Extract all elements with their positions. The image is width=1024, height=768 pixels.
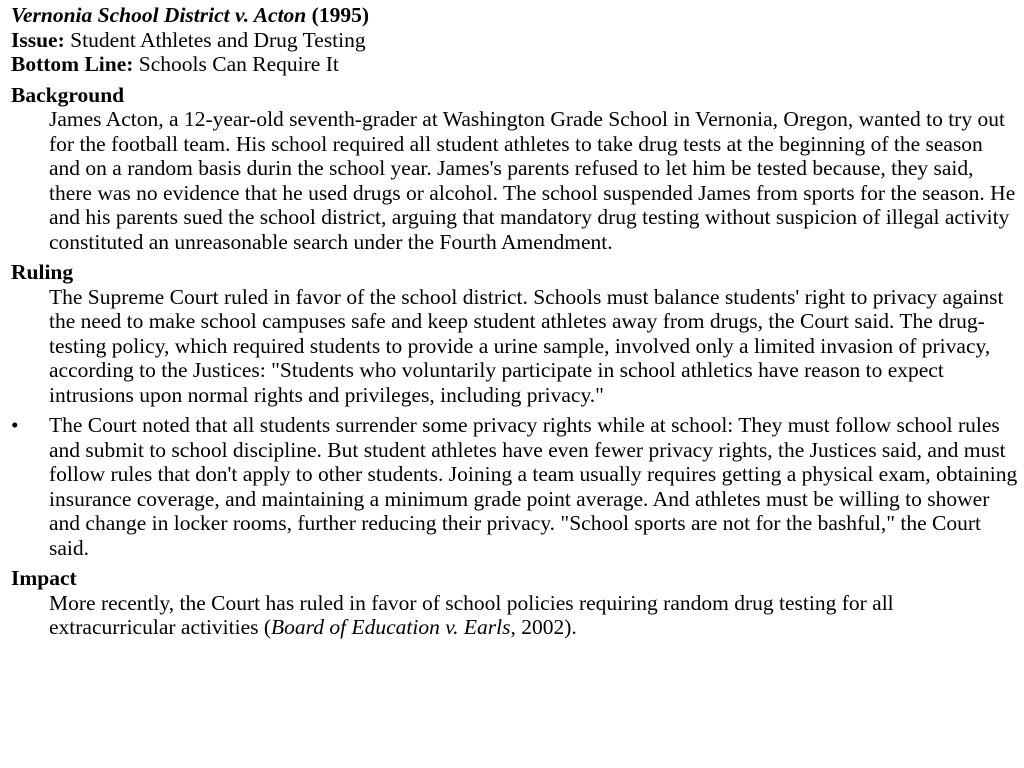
background-text: James Acton, a 12-year-old seventh-grader at Washington Grade School in Vernonia, Oregon, wanted to try out for the football team. His school required all student athletes to take drug tests at the beginning of the season and on a random basis durin the school year. James's parents refused to let him be tested because, they said, there was no evidence that he used drugs or alcohol. The school suspended James from sports for the season. He and his parents sued the school district, arguing that mandatory drug testing without suspicion of illegal activity constituted an unreasonable search under the Fourth Amendment. [49, 107, 1016, 254]
ruling-heading: Ruling [11, 260, 74, 284]
impact-section [11, 566, 1018, 640]
case-title [11, 3, 1018, 28]
bottom-line-value: Schools Can Require It [138, 52, 339, 76]
impact-text-before: More recently, the Court has ruled in favor of school policies requiring random drug testing for all extracurricular activities ( [49, 590, 894, 639]
issue-label: Issue: [11, 27, 65, 52]
case-header [11, 3, 1018, 77]
case-year: (1995) [311, 3, 369, 27]
ruling-section [11, 260, 1018, 560]
issue-line [11, 28, 1018, 53]
impact-text [49, 591, 1018, 640]
bottom-line-label: Bottom Line: [11, 52, 134, 76]
impact-text-after: , 2002). [510, 615, 577, 639]
ruling-bullet-text: The Court noted that all students surrender some privacy rights while at school: They must follow school rules and submit to school discipline. But student athletes have even fewer privacy rights, the Justices said, and must follow rules that don't apply to other students. Joining a team usually requires getting a physical exam, obtaining insurance coverage, and maintaining a minimum grade point average. And athletes must be willing to shower and change in locker rooms, further reducing their privacy. "School sports are not for the bashful," the Court said. [49, 413, 1018, 560]
case-name: Vernonia School District v. Acton [11, 3, 307, 27]
impact-case-cite: Board of Education v. Earls [271, 615, 511, 639]
bullet-icon: • [11, 413, 19, 437]
ruling-text: The Supreme Court ruled in favor of the school district. Schools must balance students' right to privacy against the need to make school campuses safe and keep student athletes away from drugs, the Court said. The drug-testing policy, which required students to provide a urine sample, involved only a limited invasion of privacy, according to the Justices: "Students who voluntarily participate in school athletics have reason to expect intrusions upon normal rights and privileges, including privacy." [49, 284, 1004, 407]
background-section [11, 83, 1018, 255]
impact-heading: Impact [11, 566, 77, 590]
ruling-bullet-item [11, 413, 1018, 560]
issue-value: Student Athletes and Drug Testing [70, 27, 366, 52]
background-heading: Background [11, 82, 125, 107]
bottom-line [11, 52, 1018, 77]
